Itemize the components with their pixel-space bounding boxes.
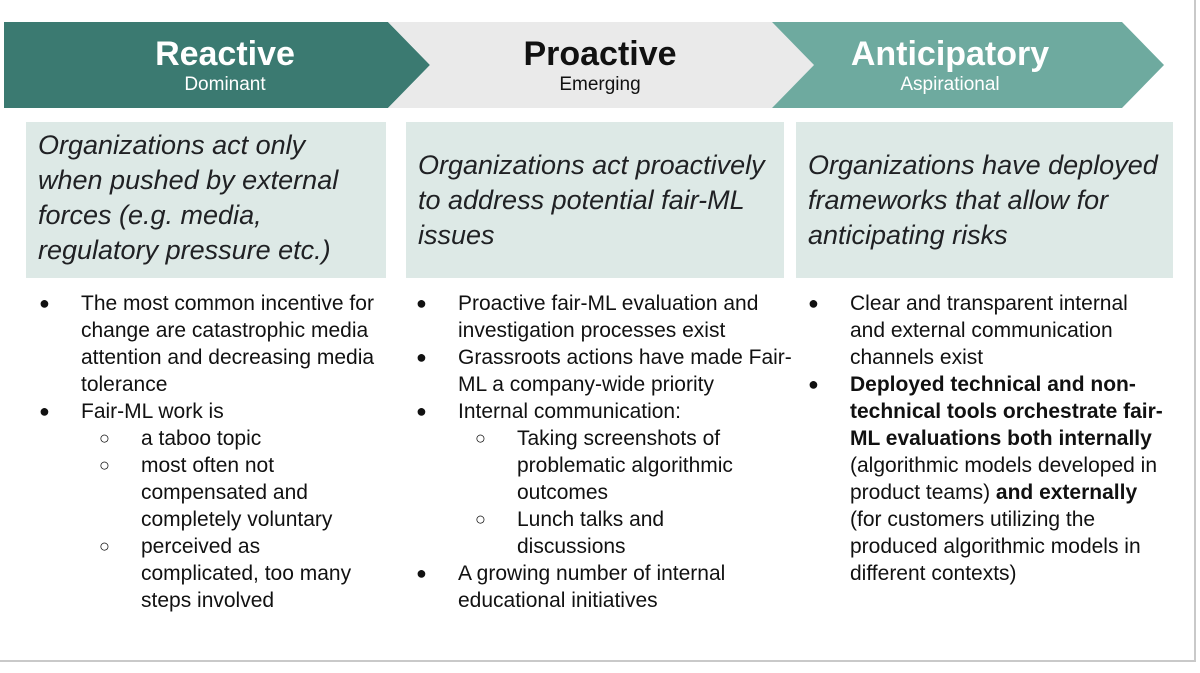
stage-subtitle: Aspirational	[900, 74, 1000, 95]
list-item: ● Fair-ML work is	[39, 400, 224, 423]
description-proactive	[406, 122, 784, 278]
bullet-icon: ●	[416, 347, 427, 367]
stage-title: Reactive	[155, 35, 295, 73]
column-proactive	[416, 290, 796, 614]
list-item: ● Internal communication:	[416, 400, 681, 423]
list-item: ● Clear and transparent internal and external communication channels exist	[808, 292, 1128, 369]
stage-reactive	[90, 34, 360, 98]
description-text: Organizations have deployed frameworks that allow for anticipating risks	[808, 149, 1158, 250]
bullet-icon: ●	[808, 374, 819, 394]
bullet-icon: ●	[416, 563, 427, 583]
stage-subtitle: Emerging	[559, 74, 641, 95]
bullet-icon: ●	[39, 293, 50, 313]
sub-bullet-icon: ○	[475, 509, 486, 529]
stage-title: Proactive	[523, 35, 677, 73]
sub-list-item: ○ Lunch talks and discussions	[475, 508, 665, 558]
description-text: Organizations act only when pushed by external forces (e.g. media, regulatory pressure etc.)	[38, 130, 339, 265]
list-item: ● A growing number of internal educational initiatives	[416, 562, 726, 612]
bullet-icon: ●	[39, 401, 50, 421]
sub-bullet-icon: ○	[99, 536, 110, 556]
sub-list-item: ○ perceived as complicated, too many steps involved	[99, 535, 352, 612]
bullet-icon: ●	[416, 401, 427, 421]
description-reactive	[26, 122, 386, 278]
list-item: ● Proactive fair-ML evaluation and investigation processes exist	[416, 292, 759, 342]
stage-proactive	[470, 34, 730, 98]
description-text: Organizations act proactively to address potential fair-ML issues	[418, 149, 765, 250]
stage-subtitle: Dominant	[184, 74, 266, 95]
column-anticipatory	[808, 290, 1168, 587]
sub-bullet-icon: ○	[99, 455, 110, 475]
description-anticipatory	[796, 122, 1173, 278]
bullet-icon: ●	[416, 293, 427, 313]
sub-list-item: ○ a taboo topic	[99, 427, 262, 450]
list-item: ● The most common incentive for change are catastrophic media attention and decreasing media tolerance	[39, 292, 375, 396]
list-item: ● Grassroots actions have made Fair-ML a company-wide priority	[416, 346, 792, 396]
sub-list-item: ○ Taking screenshots of problematic algorithmic outcomes	[475, 427, 733, 504]
sub-bullet-icon: ○	[99, 428, 110, 448]
stage-title: Anticipatory	[850, 35, 1050, 73]
column-reactive	[39, 290, 381, 614]
sub-list-item: ○ most often not compensated and completely voluntary	[99, 454, 333, 531]
bullet-icon: ●	[808, 293, 819, 313]
list-item: ● Deployed technical and non-technical tools orchestrate fair-ML evaluations both internally (algorithmic models developed in product teams) and externally (for customers utilizing the produced algorithmic models in different contexts)	[808, 373, 1163, 585]
stage-anticipatory	[820, 34, 1080, 98]
sub-bullet-icon: ○	[475, 428, 486, 448]
